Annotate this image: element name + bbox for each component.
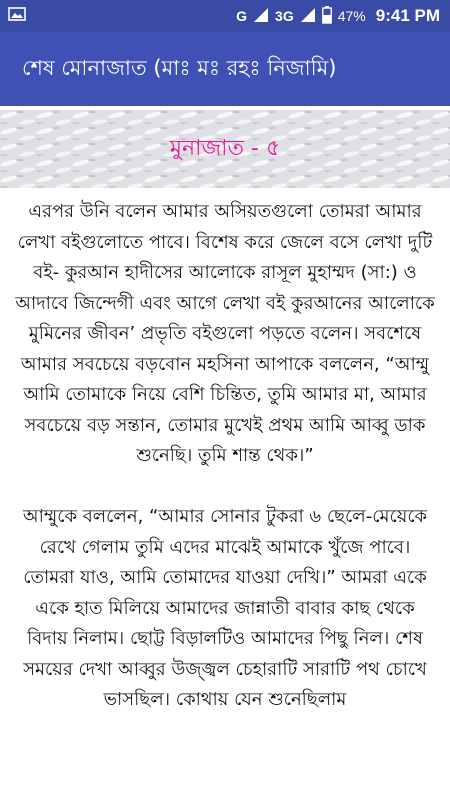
paragraph: এরপর উনি বলেন আমার অসিয়তগুলো তোমরা আমার লেখা বইগুলোতে পাবে। বিশেষ করে জেলে বসে লেখা দুটি বই- কুরআন হাদীসের আলোকে রাসূল মুহাম্মদ (সা:) ও আদাবে জিন্দেগী এবং আগে লেখা বই কুরআনের আলোকে মুমিনের জীবন’ প্রভৃতি বইগুলো পড়তে বলেন। সবশেষে আমার সবচেয়ে বড়বোন মহসিনা আপাকে বললেন, “আম্মু আমি তোমাকে নিয়ে বেশি চিন্তিত, তুমি আমার মা, আমার সবচেয়ে বড় সন্তান, তোমার মুখেই প্রথম আমি আব্বু ডাক শুনেছি। তুমি শান্ত থেক।” — [15, 201, 435, 466]
signal-icon — [300, 7, 316, 26]
status-bar — [0, 0, 450, 32]
app-title: শেষ মোনাজাত (মাঃ মঃ রহঃ নিজামি) — [22, 55, 337, 80]
paragraph: আম্মুকে বললেন, “আমার সোনার টুকরা ৬ ছেলে-মেয়েকে রেখে গেলাম তুমি এদের মাঝেই আমাকে খুঁজে পাবে। তোমরা যাও, আমি তোমাদের যাওয়া দেখি।” আমরা একে একে হাত মিলিয়ে আমাদের জান্নাতী বাবার কাছ থেকে বিদায় নিলাম। ছোট্ট বিড়ালটিও আমাদের পিছু নিল। শেষ সময়ের দেখা আব্বুর উজ্জ্বল চেহারাটি সারাটি পথ চোখে ভাসছিল। কোথায় যেন শুনেছিলাম — [22, 506, 428, 710]
chapter-banner — [0, 110, 450, 188]
status-left — [8, 6, 236, 27]
network-3g-label: 3G — [275, 8, 294, 24]
image-icon — [8, 6, 26, 27]
signal-icon — [253, 7, 269, 26]
battery-icon — [322, 6, 332, 27]
network-g-label: G — [236, 8, 248, 24]
app-bar — [0, 32, 450, 106]
status-right — [236, 6, 440, 27]
article-body[interactable] — [0, 197, 450, 737]
status-time: 9:41 PM — [375, 6, 440, 25]
battery-percent: 47% — [337, 8, 366, 24]
scroll-fade — [0, 722, 450, 742]
chapter-title: মুনাজাত - ৫ — [169, 135, 281, 161]
